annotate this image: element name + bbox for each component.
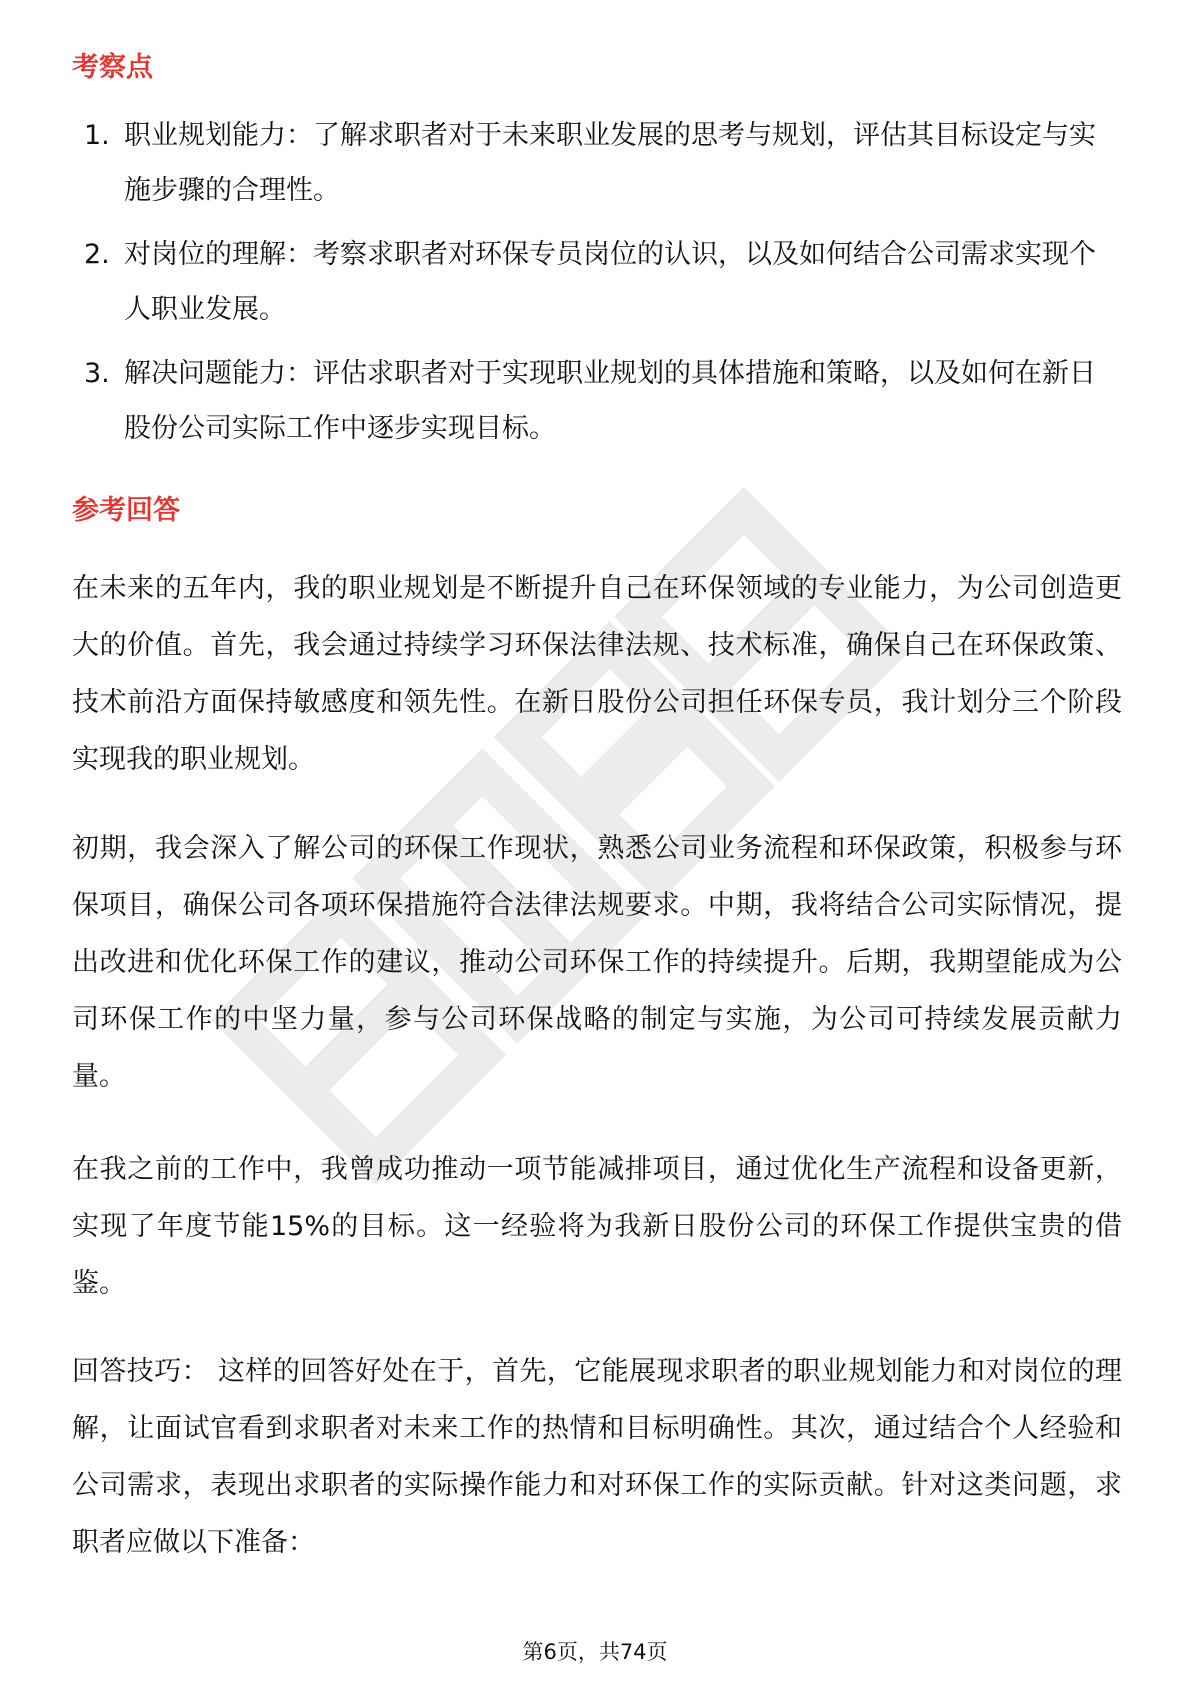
list-item-number: 3. [84, 358, 110, 389]
list-item-text: 解决问题能力：评估求职者对于实现职业规划的具体措施和策略，以及如何在新日股份公司实际工作中逐步实现目标。 [124, 358, 1096, 444]
list-item [72, 227, 1122, 337]
list-item-number: 1. [84, 120, 110, 151]
points-list [72, 108, 1122, 465]
answer-paragraph: 初期，我会深入了解公司的环保工作现状，熟悉公司业务流程和环保政策，积极参与环保项目，确保公司各项环保措施符合法律法规要求。中期，我将结合公司实际情况，提出改进和优化环保工作的建议，推动公司环保工作的持续提升。后期，我期望能成为公司环保工作的中坚力量，参与公司环保战略的制定与实施，为公司可持续发展贡献力量。 [72, 833, 1122, 1092]
answer-paragraph: 在我之前的工作中，我曾成功推动一项节能减排项目，通过优化生产流程和设备更新，实现了年度节能15%的目标。这一经验将为我新日股份公司的环保工作提供宝贵的借鉴。 [72, 1154, 1122, 1299]
list-item [72, 108, 1122, 218]
list-item-number: 2. [84, 239, 110, 270]
answer-paragraph: 在未来的五年内，我的职业规划是不断提升自己在环保领域的专业能力，为公司创造更大的价值。首先，我会通过持续学习环保法律法规、技术标准，确保自己在环保政策、技术前沿方面保持敏感度和领先性。在新日股份公司担任环保专员，我计划分三个阶段实现我的职业规划。 [72, 573, 1122, 775]
page-number: 第6页，共74页 [522, 1640, 668, 1664]
list-item [72, 346, 1122, 456]
list-item-text: 对岗位的理解：考察求职者对环保专员岗位的认识，以及如何结合公司需求实现个人职业发展。 [124, 239, 1096, 325]
list-item-text: 职业规划能力：了解求职者对于未来职业发展的思考与规划，评估其目标设定与实施步骤的合理性。 [124, 120, 1096, 206]
section-title-answer: 参考回答 [72, 495, 180, 526]
section-title-points: 考察点 [72, 52, 153, 83]
tips-paragraph: 回答技巧： 这样的回答好处在于，首先，它能展现求职者的职业规划能力和对岗位的理解，让面试官看到求职者对未来工作的热情和目标明确性。其次，通过结合个人经验和公司需求，表现出求职者的实际操作能力和对环保工作的实际贡献。针对这类问题，求职者应做以下准备： [72, 1356, 1122, 1558]
